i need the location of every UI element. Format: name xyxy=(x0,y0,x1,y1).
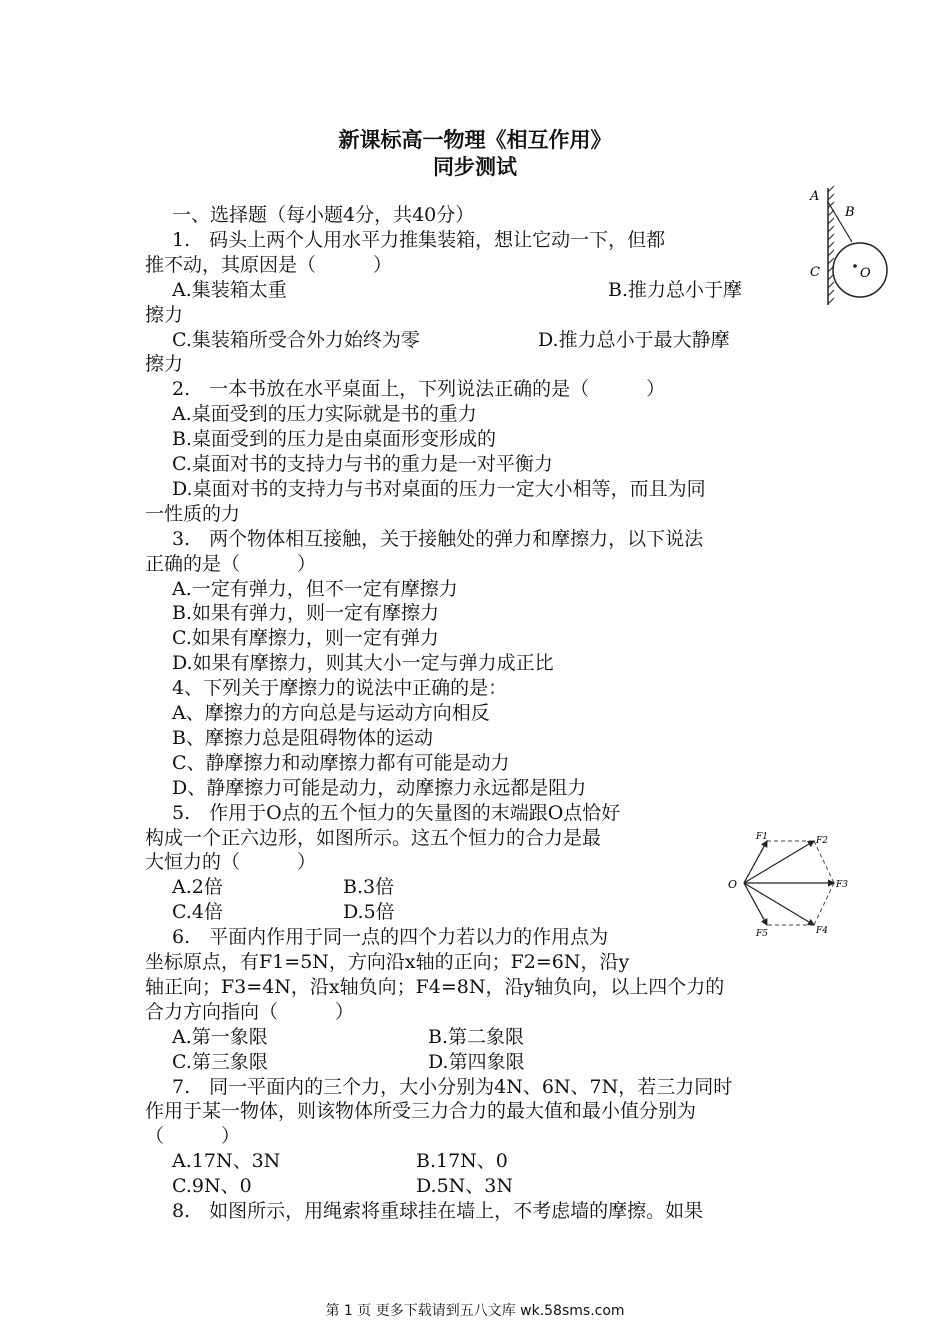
hexagon-force-figure xyxy=(722,825,857,947)
option-right: B.第二象限 xyxy=(428,1025,525,1048)
document-subtitle: 同步测试 xyxy=(433,154,517,179)
text-line: B.如果有弹力，则一定有摩擦力 xyxy=(172,602,440,625)
text-line: A、摩擦力的方向总是与运动方向相反 xyxy=(172,702,490,724)
wall-label-b: B xyxy=(845,205,855,220)
text-line: 作用于某一物体，则该物体所受三力合力的最大值和最小值分别为 xyxy=(145,1100,697,1123)
text-line: 8. 如图所示，用绳索将重球挂在墙上，不考虑墙的摩擦。如果 xyxy=(172,1200,704,1222)
text-line: A.17N、3N xyxy=(172,1150,281,1173)
option-right: D.5倍 xyxy=(343,901,395,924)
text-line: 一、选择题（每小题4分，共40分） xyxy=(172,204,475,226)
document-title: 新课标高一物理《相互作用》 xyxy=(338,127,612,152)
text-line: 3. 两个物体相互接触，关于接触处的弹力和摩擦力，以下说法 xyxy=(172,527,704,550)
hex-label-f4: F4 xyxy=(816,926,828,936)
page-footer: 第 1 页 更多下载请到五八文库 wk.58sms.com xyxy=(325,1303,625,1319)
wall-label-o: O xyxy=(860,266,871,281)
text-line: 擦力 xyxy=(145,353,184,376)
text-line: 大恒力的（ ） xyxy=(145,851,317,874)
text-line: 一性质的力 xyxy=(145,502,241,525)
text-line: B、摩擦力总是阻碍物体的运动 xyxy=(172,726,433,749)
option-right: B.17N、0 xyxy=(416,1150,508,1173)
text-line: C.如果有摩擦力，则一定有弹力 xyxy=(172,627,439,650)
hex-label-o: O xyxy=(728,878,738,891)
wall-sphere-figure xyxy=(800,180,900,310)
hex-label-f2: F2 xyxy=(816,836,828,846)
wall-label-c: C xyxy=(810,265,820,280)
option-right: B.推力总小于摩 xyxy=(608,278,743,301)
text-line: A.桌面受到的压力实际就是书的重力 xyxy=(172,403,477,426)
text-line: 推不动，其原因是（ ） xyxy=(145,253,393,276)
text-line: （ ） xyxy=(145,1125,241,1148)
text-line: A.集装箱太重 xyxy=(172,278,287,301)
text-line: 正确的是（ ） xyxy=(145,552,317,575)
option-right: D.第四象限 xyxy=(428,1050,525,1073)
text-line: 轴正向；F3=4N，沿x轴负向；F4=8N，沿y轴负向，以上四个力的 xyxy=(145,975,725,998)
text-line: D.桌面对书的支持力与书对桌面的压力一定大小相等，而且为同 xyxy=(172,477,706,500)
wall-label-a: A xyxy=(810,189,820,204)
text-line: 1. 码头上两个人用水平力推集装箱，想让它动一下，但都 xyxy=(172,228,666,251)
text-line: A.一定有弹力，但不一定有摩擦力 xyxy=(172,577,458,600)
text-line: 7. 同一平面内的三个力，大小分别为4N、6N、7N，若三力同时 xyxy=(172,1075,733,1098)
text-line: C、静摩擦力和动摩擦力都有可能是动力 xyxy=(172,751,510,774)
text-line: C.集装箱所受合外力始终为零 xyxy=(172,328,420,351)
text-line: 4、下列关于摩擦力的说法中正确的是： xyxy=(172,677,508,700)
hex-label-f3: F3 xyxy=(836,880,848,890)
hex-label-f5: F5 xyxy=(756,929,768,939)
text-line: 2. 一本书放在水平桌面上，下列说法正确的是（ ） xyxy=(172,378,666,401)
option-right: B.3倍 xyxy=(343,876,395,899)
text-line: C.9N、0 xyxy=(172,1175,252,1198)
text-line: A.2倍 xyxy=(172,876,223,899)
text-line: 擦力 xyxy=(145,303,184,326)
option-right: D.5N、3N xyxy=(416,1175,514,1198)
text-line: C.桌面对书的支持力与书的重力是一对平衡力 xyxy=(172,453,553,475)
text-line: A.第一象限 xyxy=(172,1025,268,1048)
text-line: 6. 平面内作用于同一点的四个力若以力的作用点为 xyxy=(172,926,609,949)
text-line: C.第三象限 xyxy=(172,1050,268,1073)
text-line: 构成一个正六边形，如图所示。这五个恒力的合力是最 xyxy=(145,826,602,849)
text-line: D.如果有摩擦力，则其大小一定与弹力成正比 xyxy=(172,652,554,675)
option-right: D.推力总小于最大静摩 xyxy=(538,328,730,351)
hex-label-f1: F1 xyxy=(756,832,768,842)
text-line: B.桌面受到的压力是由桌面形变形成的 xyxy=(172,428,497,451)
text-line: D、静摩擦力可能是动力，动摩擦力永远都是阻力 xyxy=(172,776,587,799)
text-line: C.4倍 xyxy=(172,901,223,924)
text-line: 坐标原点，有F1=5N，方向沿x轴的正向；F2=6N，沿y xyxy=(145,951,630,973)
text-line: 5. 作用于O点的五个恒力的矢量图的末端跟O点恰好 xyxy=(172,801,621,824)
text-line: 合力方向指向（ ） xyxy=(145,1000,355,1023)
